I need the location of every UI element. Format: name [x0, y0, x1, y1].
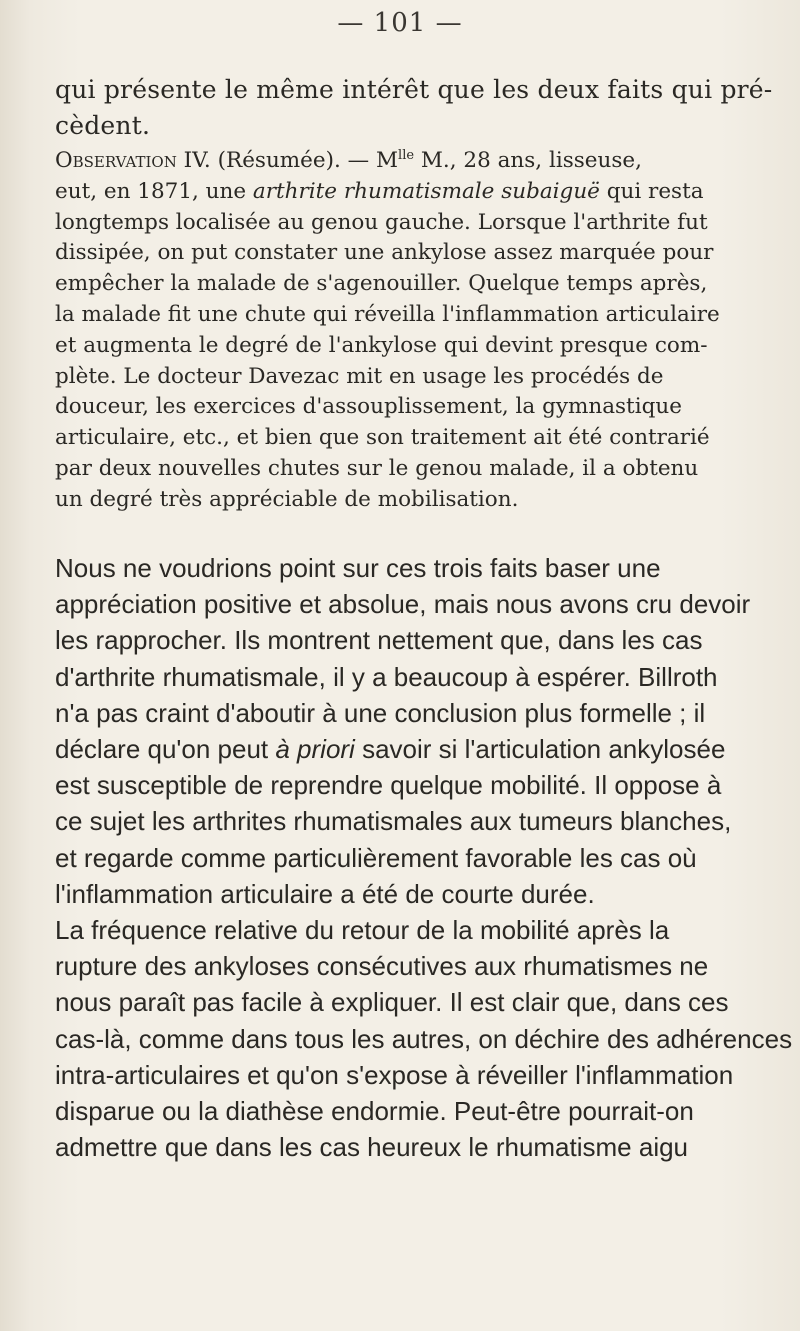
text-line: d'arthrite rhumatismale, il y a beaucoup à espérer. Billroth — [55, 661, 718, 692]
text-line: Nous ne voudrions point sur ces trois faits baser une — [55, 553, 661, 583]
text-line: intra-articulaires et qu'on s'expose à réveiller l'inflammation — [55, 1059, 734, 1090]
text-line: cèdent. — [55, 111, 151, 140]
text-line: par deux nouvelles chutes sur le genou malade, il a obtenu — [55, 455, 699, 481]
text-line: les rapprocher. Ils montrent nettement que, dans les cas — [55, 625, 703, 656]
text-line: n'a pas craint d'aboutir à une conclusion plus formelle ; il — [55, 697, 706, 728]
text-line: douceur, les exercices d'assouplissement, la gymnastique — [55, 394, 682, 420]
text-line: dissipée, on put constater une ankylose assez marquée pour — [55, 240, 714, 266]
page-number: — 101 — — [337, 8, 463, 38]
text-line — [55, 731, 770, 767]
text-line: est susceptible de reprendre quelque mobilité. Il oppose à — [55, 770, 722, 801]
text-line: La fréquence relative du retour de la mobilité après la — [55, 915, 670, 946]
main-text — [55, 550, 793, 1165]
title-superscript: lle — [398, 147, 415, 163]
observation-subtitle: (Résumée). — M — [210, 148, 399, 173]
text-line: qui présente le même intérêt que les deux faits qui pré- — [55, 75, 773, 104]
italic-diagnosis: arthrite rhumatismale subaiguë — [252, 178, 600, 204]
text-line: et augmenta le degré de l'ankylose qui devint presque com- — [55, 332, 708, 358]
text-line: disparue ou la diathèse endormie. Peut-être pourrait-on — [55, 1096, 694, 1127]
text-fragment: qui resta — [599, 178, 704, 204]
observation-paragraph — [55, 146, 770, 516]
intro-paragraph — [55, 72, 773, 144]
text-line: cas-là, comme dans tous les autres, on déchire des adhérences — [55, 1023, 793, 1054]
text-line: longtemps localisée au genou gauche. Lorsque l'arthrite fut — [55, 209, 708, 235]
text-line: articulaire, etc., et bien que son traitement ait été contrarié — [55, 425, 710, 451]
observation-first-line — [55, 146, 770, 177]
text-fragment: eut, en 1871, une — [55, 178, 253, 204]
text-line: plète. Le docteur Davezac mit en usage les procédés de — [55, 363, 664, 389]
text-line: ce sujet les arthrites rhumatismales aux tumeurs blanches, — [55, 806, 732, 837]
text-line: un degré très appréciable de mobilisation. — [55, 486, 519, 512]
italic-a-priori: à priori — [275, 734, 355, 765]
text-fragment: savoir si l'articulation ankylosée — [354, 734, 726, 765]
observation-patient: M., 28 ans, lisseuse, — [414, 148, 642, 173]
text-fragment: déclare qu'on peut — [55, 734, 276, 765]
observation-heading: Observation — [55, 148, 177, 173]
text-line: appréciation positive et absolue, mais nous avons cru devoir — [55, 589, 751, 620]
text-line: et regarde comme particulièrement favorable les cas où — [55, 842, 697, 873]
text-line — [55, 177, 770, 208]
text-line: rupture des ankyloses consécutives aux rhumatismes ne — [55, 951, 709, 982]
text-line: nous paraît pas facile à expliquer. Il est clair que, dans ces — [55, 987, 729, 1018]
text-line: empêcher la malade de s'agenouiller. Quelque temps après, — [55, 271, 708, 297]
text-line: l'inflammation articulaire a été de courte durée. — [55, 878, 595, 909]
text-line: la malade fit une chute qui réveilla l'inflammation articulaire — [55, 301, 720, 327]
text-line: admettre que dans les cas heureux le rhumatisme aigu — [55, 1132, 689, 1163]
observation-numeral: IV. — [183, 148, 211, 173]
